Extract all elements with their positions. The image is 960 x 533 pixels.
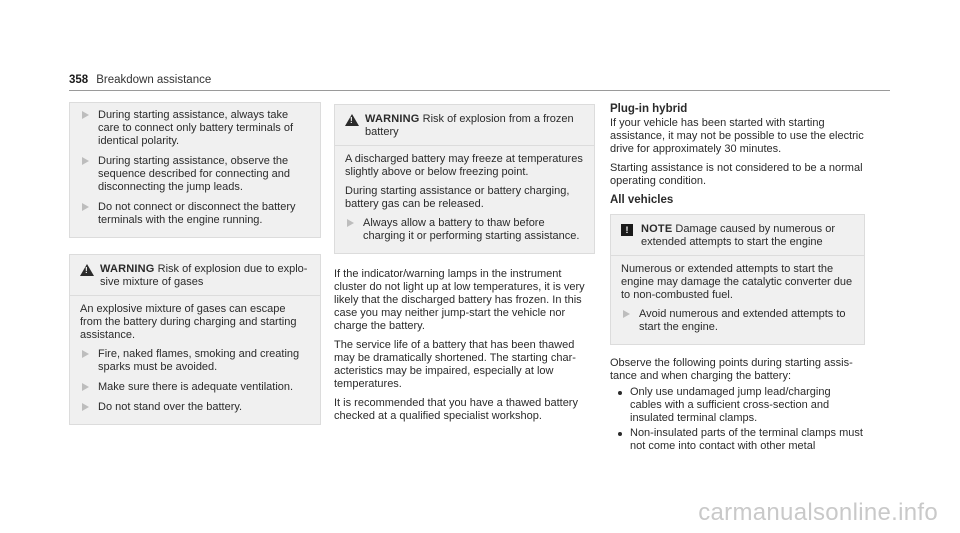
section-heading: All vehicles xyxy=(610,194,674,206)
column-2 xyxy=(334,104,595,429)
paragraph: If the indicator/warning lamps in the instrument cluster do not light up at low temperatures, it is very likely that the discharged battery has frozen. In this case you may neither jump-start the vehicle nor charge the battery. xyxy=(334,268,585,332)
warning-header xyxy=(70,255,320,296)
paragraph: Observe the following points during starting assistance and when charging the battery: xyxy=(610,357,853,382)
warning-title: Risk of explosion from a frozen battery xyxy=(365,113,574,138)
warning-label: WARNING xyxy=(100,263,155,275)
page-number: 358 xyxy=(69,74,89,86)
list-item: Fire, naked flames, smoking and creating sparks must be avoided. xyxy=(80,348,310,374)
warning-title: Risk of explosion due to explosive mixture of gases xyxy=(100,263,308,288)
warning-header xyxy=(335,105,594,146)
paragraph: The service life of a battery that has been thawed may be dramatically shortened. The starting characteristics may be impaired, especially at low temperatures. xyxy=(334,339,576,390)
paragraph: Starting assistance is not considered to be a normal operating condition. xyxy=(610,162,863,187)
note-text: Numerous or extended attempts to start the engine may damage the catalytic converter due to non-combusted fuel. xyxy=(621,263,853,301)
section-heading: Plug-in hybrid xyxy=(610,103,688,115)
list-item: Always allow a battery to thaw before charging it or performing starting assistance. xyxy=(345,217,584,243)
list-item: Only use undamaged jump lead/charging cables with a sufficient cross-section and insulated terminal clamps. xyxy=(618,386,865,425)
note-title: Damage caused by numerous or extended attempts to start the engine xyxy=(641,223,836,248)
column-3 xyxy=(610,103,865,455)
column-1 xyxy=(69,102,321,425)
warning-label: WARNING xyxy=(365,113,420,125)
warning-text: During starting assistance or battery charging, battery gas can be released. xyxy=(345,185,570,210)
list-item: Make sure there is adequate ventilation. xyxy=(80,381,310,394)
warning-triangle-icon: ! xyxy=(80,264,94,276)
warning-text: An explosive mixture of gases can escape from the battery during charging and starting assistance. xyxy=(80,303,297,341)
bullet-list xyxy=(610,386,865,453)
warning-text: A discharged battery may freeze at temperatures slightly above or below freezing point. xyxy=(345,153,583,178)
step-arrow-icon xyxy=(82,350,90,358)
list-item: During starting assistance, always take care to connect only battery terminals of identical polarity. xyxy=(80,109,310,148)
warning-body xyxy=(70,296,320,424)
page-header xyxy=(69,74,211,90)
note-body xyxy=(611,256,864,344)
paragraph: If your vehicle has been started with starting assistance, it may not be possible to use the electric drive for approximately 30 minutes. xyxy=(610,117,864,155)
section-title: Breakdown assistance xyxy=(96,74,212,86)
list-item: Do not stand over the battery. xyxy=(80,401,310,414)
list-item: During starting assistance, observe the sequence described for connecting and disconnecting the jump leads. xyxy=(80,155,310,194)
paragraph: It is recommended that you have a thawed battery checked at a qualified specialist workshop. xyxy=(334,397,578,422)
header-divider xyxy=(69,90,890,91)
list-item: Avoid numerous and extended attempts to start the engine. xyxy=(621,308,854,334)
body-text xyxy=(610,103,865,207)
step-arrow-icon xyxy=(347,219,355,227)
bullet-icon xyxy=(618,432,622,436)
step-arrow-icon xyxy=(82,203,90,211)
notice-icon: ! xyxy=(621,224,633,236)
step-arrow-icon xyxy=(623,310,631,318)
watermark: carmanualsonline.info xyxy=(698,499,938,526)
body-text xyxy=(610,357,865,453)
steps-box xyxy=(69,102,321,238)
warning-box xyxy=(334,104,595,254)
step-arrow-icon xyxy=(82,403,90,411)
step-arrow-icon xyxy=(82,157,90,165)
warning-triangle-icon: ! xyxy=(345,114,359,126)
warning-box xyxy=(69,254,321,425)
step-arrow-icon xyxy=(82,111,90,119)
note-header xyxy=(611,215,864,256)
bullet-icon xyxy=(618,391,622,395)
note-box xyxy=(610,214,865,345)
step-arrow-icon xyxy=(82,383,90,391)
list-item: Do not connect or disconnect the battery terminals with the engine running. xyxy=(80,201,310,227)
warning-body xyxy=(335,146,594,253)
list-item: Non-insulated parts of the terminal clamps must not come into contact with other metal xyxy=(618,427,865,453)
note-label: NOTE xyxy=(641,223,673,235)
body-text xyxy=(334,268,595,423)
